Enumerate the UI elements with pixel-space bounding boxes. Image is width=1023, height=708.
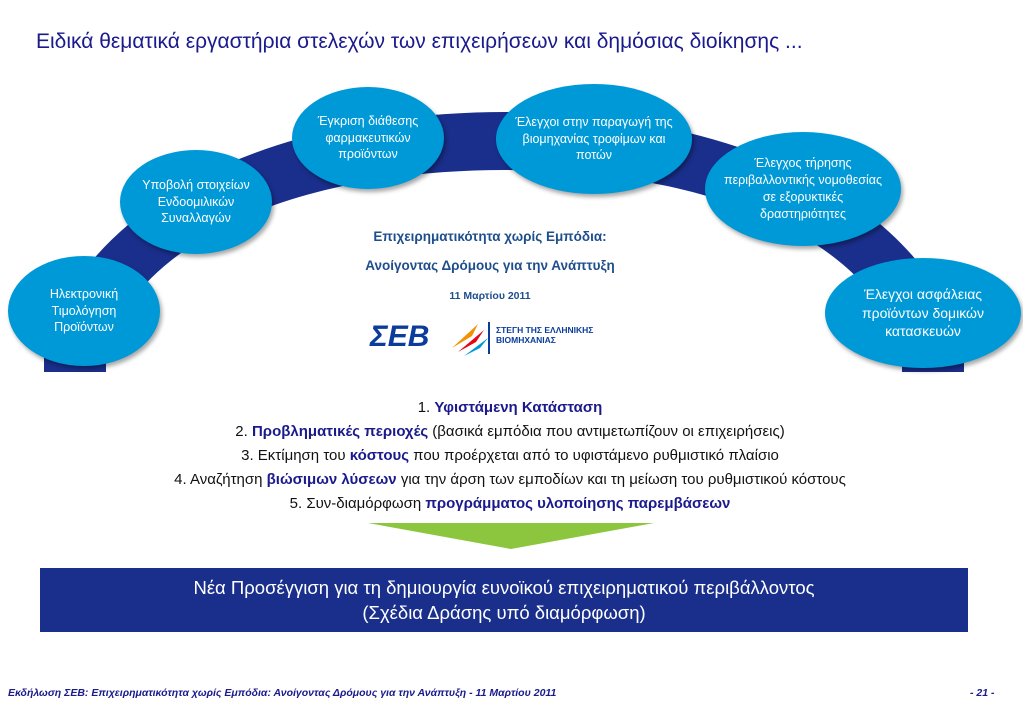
- seb-logo: [370, 318, 620, 358]
- slide-title: Ειδικά θεματικά εργαστήρια στελεχών των επιχειρήσεων και δημόσιας διοίκησης ...: [36, 30, 803, 53]
- bubble-food-industry-controls: Έλεγχοι στην παραγωγή της βιομηχανίας τροφίμων και ποτών: [496, 84, 692, 194]
- bubble-environmental-compliance: Έλεγχος τήρησης περιβαλλοντικής νομοθεσίας σε εξορυκτικές δραστηριότητες: [705, 132, 901, 246]
- bubble-intragroup-transactions: Υποβολή στοιχείων Ενδοομιλικών Συναλλαγών: [120, 150, 272, 254]
- bubble-e-invoicing: Ηλεκτρονική Τιμολόγηση Προϊόντων: [8, 256, 160, 366]
- banner-line2: (Σχέδια Δράσης υπό διαμόρφωση): [362, 602, 646, 623]
- list-item: 2. Προβληματικές περιοχές (βασικά εμπόδια που αντιμετωπίζουν οι επιχειρήσεις): [235, 423, 785, 440]
- seb-logo-wordmark: ΣΕΒ: [370, 320, 430, 353]
- bubble-construction-safety: Έλεγχοι ασφάλειας προϊόντων δομικών κατασκευών: [825, 258, 1021, 368]
- banner-line1: Νέα Προσέγγιση για τη δημιουργία ευνοϊκού επιχειρηματικού περιβάλλοντος: [193, 577, 815, 598]
- down-arrow-icon: [368, 523, 654, 549]
- seb-logo-text: ΣΤΕΓΗ ΤΗΣ ΕΛΛΗΝΙΚΗΣ ΒΙΟΜΗΧΑΝΙΑΣ: [496, 325, 594, 345]
- conclusion-banner: [40, 568, 968, 632]
- event-title-line1: Επιχειρηματικότητα χωρίς Εμπόδια:: [373, 229, 607, 244]
- page-number: - 21 -: [970, 687, 995, 699]
- agenda-list: [60, 396, 960, 516]
- seb-logo-icon: [448, 318, 492, 358]
- list-item: 3. Εκτίμηση του κόστους που προέρχεται από το υφιστάμενο ρυθμιστικό πλαίσιο: [241, 447, 779, 464]
- bubble-pharma-approval: Έγκριση διάθεσης φαρμακευτικών προϊόντων: [292, 87, 444, 189]
- event-title-line2: Ανοίγοντας Δρόμους για την Ανάπτυξη: [365, 258, 615, 273]
- event-date: 11 Μαρτίου 2011: [449, 290, 531, 302]
- list-item: 4. Αναζήτηση βιώσιμων λύσεων για την άρση των εμποδίων και τη μείωση του ρυθμιστικού κόστους: [174, 471, 846, 488]
- footer-text: Εκδήλωση ΣΕΒ: Επιχειρηματικότητα χωρίς Εμπόδια: Ανοίγοντας Δρόμους για την Ανάπτυξη - 11 Μαρτίου 2011: [8, 687, 557, 699]
- list-item: 5. Συν-διαμόρφωση προγράμματος υλοποίησης παρεμβάσεων: [289, 495, 731, 512]
- list-item: 1. Υφιστάμενη Κατάσταση: [417, 399, 603, 416]
